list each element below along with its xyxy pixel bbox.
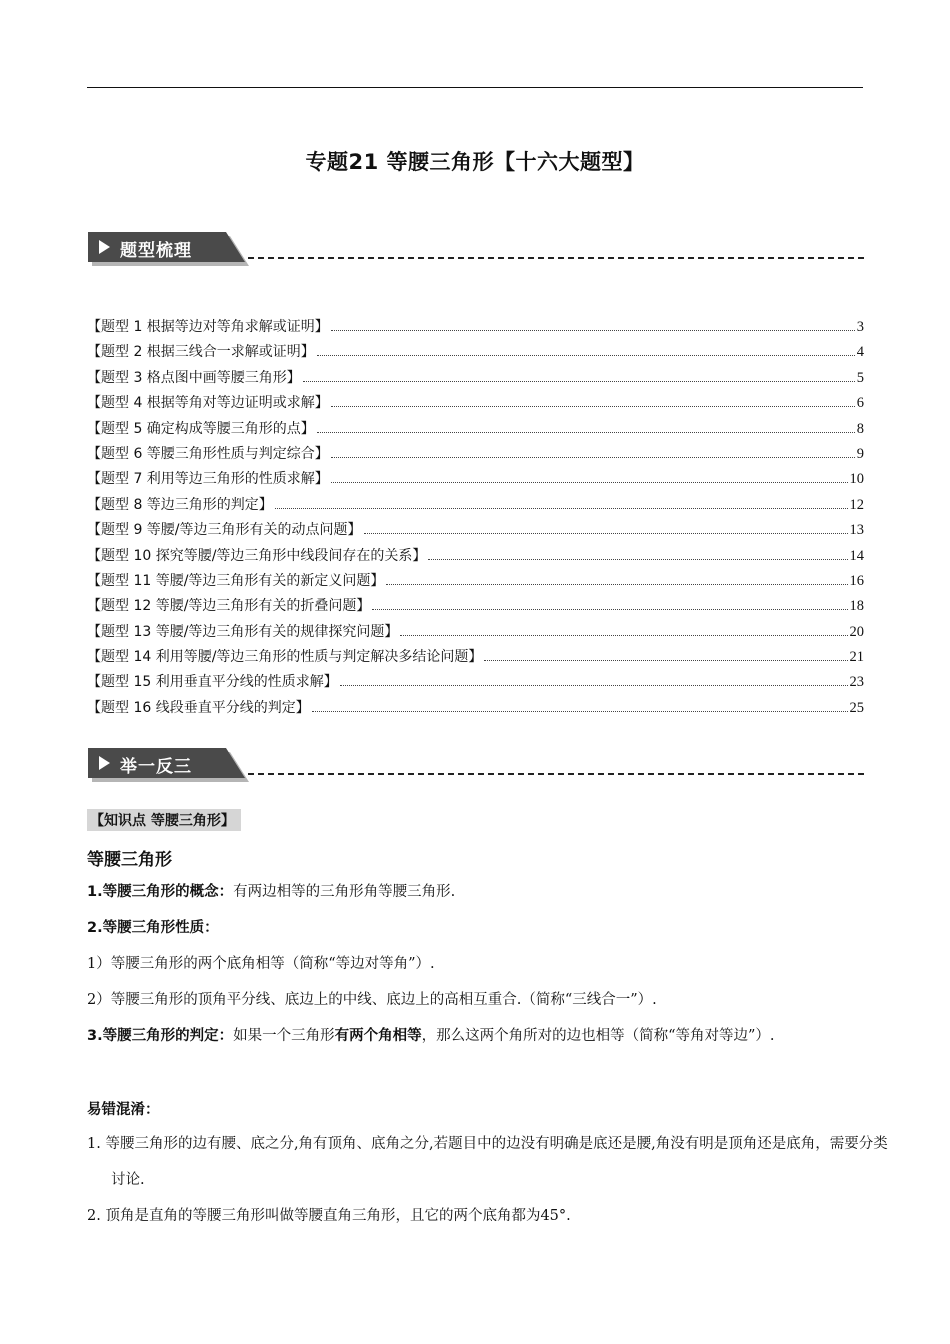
concept-label: 1.等腰三角形的概念： — [87, 884, 234, 900]
toc-leader-dots — [428, 559, 847, 560]
judge-paragraph — [87, 1018, 864, 1054]
toc-entry[interactable] — [87, 570, 864, 595]
toc-leader-dots — [275, 508, 848, 509]
toc-leader-dots — [317, 355, 855, 356]
banner-label: 题型梳理 — [120, 241, 192, 261]
property-item-1: 1）等腰三角形的两个底角相等（简称“等边对等角”）. — [87, 956, 435, 972]
toc-entry[interactable] — [87, 697, 864, 722]
toc-entry-label: 【题型 16 线段垂直平分线的判定】 — [87, 699, 310, 716]
toc-leader-dots — [340, 685, 848, 686]
concept-text: 有两边相等的三角形角等腰三角形. — [233, 884, 456, 900]
toc-entry[interactable] — [87, 392, 864, 417]
toc-page-number: 14 — [849, 547, 864, 564]
toc-entry-label: 【题型 8 等边三角形的判定】 — [87, 496, 273, 513]
toc-entry-label: 【题型 10 探究等腰/等边三角形中线段间存在的关系】 — [87, 547, 427, 564]
toc-page-number: 5 — [856, 369, 864, 386]
judge-text-a: 如果一个三角形 — [233, 1028, 335, 1044]
toc-page-number: 21 — [849, 649, 864, 666]
toc-entry[interactable] — [87, 545, 864, 570]
toc-leader-dots — [331, 482, 848, 483]
toc-entry-label: 【题型 13 等腰/等边三角形有关的规律探究问题】 — [87, 623, 399, 640]
toc-leader-dots — [312, 711, 848, 712]
property-item-2: 2）等腰三角形的顶角平分线、底边上的中线、底边上的高相互重合.（简称“三线合一”）. — [87, 992, 657, 1008]
table-of-contents — [87, 316, 864, 722]
toc-entry[interactable] — [87, 443, 864, 468]
toc-page-number: 9 — [856, 445, 864, 462]
banner-question-types — [88, 232, 864, 266]
toc-entry-label: 【题型 12 等腰/等边三角形有关的折叠问题】 — [87, 598, 371, 615]
toc-entry[interactable] — [87, 418, 864, 443]
toc-leader-dots — [331, 406, 855, 407]
property-label: 2.等腰三角形性质： — [87, 920, 219, 936]
toc-page-number: 10 — [849, 471, 864, 488]
toc-page-number: 12 — [849, 496, 864, 513]
toc-entry[interactable] — [87, 316, 864, 341]
toc-page-number: 13 — [849, 522, 864, 539]
toc-leader-dots — [303, 381, 855, 382]
toc-leader-dots — [400, 635, 847, 636]
toc-entry[interactable] — [87, 621, 864, 646]
toc-entry-label: 【题型 3 格点图中画等腰三角形】 — [87, 369, 301, 386]
toc-entry[interactable] — [87, 494, 864, 519]
page-title: 专题21 等腰三角形【十六大题型】 — [305, 150, 645, 174]
play-arrow-icon — [99, 240, 110, 254]
toc-entry-label: 【题型 14 利用等腰/等边三角形的性质与判定解决多结论问题】 — [87, 649, 483, 666]
banner-examples — [88, 748, 864, 782]
section-heading: 等腰三角形 — [87, 850, 172, 870]
toc-page-number: 6 — [856, 395, 864, 412]
toc-entry-label: 【题型 7 利用等边三角形的性质求解】 — [87, 471, 329, 488]
toc-page-number: 3 — [856, 319, 864, 335]
concept-paragraph — [87, 874, 864, 910]
toc-entry[interactable] — [87, 646, 864, 671]
judge-bold: 有两个角相等 — [334, 1028, 422, 1044]
banner-dashed-line — [248, 257, 864, 259]
toc-entry-label: 【题型 1 根据等边对等角求解或证明】 — [87, 319, 329, 335]
toc-leader-dots — [317, 432, 855, 433]
toc-leader-dots — [484, 660, 847, 661]
toc-page-number: 8 — [856, 420, 864, 437]
toc-leader-dots — [372, 609, 847, 610]
toc-entry-label: 【题型 9 等腰/等边三角形有关的动点问题】 — [87, 522, 362, 539]
toc-entry[interactable] — [87, 671, 864, 696]
toc-page-number: 23 — [849, 674, 864, 691]
knowledge-point-tag: 【知识点 等腰三角形】 — [87, 809, 241, 831]
property-paragraph — [87, 910, 864, 946]
toc-entry-label: 【题型 6 等腰三角形性质与判定综合】 — [87, 445, 329, 462]
confusion-label: 易错混淆： — [87, 1102, 160, 1118]
toc-leader-dots — [386, 584, 847, 585]
header-rule — [87, 87, 863, 88]
toc-entry-label: 【题型 5 确定构成等腰三角形的点】 — [87, 420, 315, 437]
toc-page-number: 4 — [856, 344, 864, 361]
toc-entry[interactable] — [87, 519, 864, 544]
toc-leader-dots — [331, 330, 855, 331]
play-arrow-icon — [99, 756, 110, 770]
toc-page-number: 25 — [849, 699, 864, 716]
toc-page-number: 20 — [849, 623, 864, 640]
toc-entry-label: 【题型 11 等腰/等边三角形有关的新定义问题】 — [87, 572, 385, 589]
toc-entry[interactable] — [87, 367, 864, 392]
toc-entry-label: 【题型 2 根据三线合一求解或证明】 — [87, 344, 315, 361]
confusion-item-1: 1. 等腰三角形的边有腰、底之分,角有顶角、底角之分,若题目中的边没有明确是底还是腰,角没有明是顶角还是底角，需要分类讨论. — [87, 1136, 888, 1188]
toc-entry[interactable] — [87, 468, 864, 493]
toc-page-number: 16 — [849, 572, 864, 589]
confusion-item-2: 2. 顶角是直角的等腰三角形叫做等腰直角三角形，且它的两个底角都为45°. — [87, 1208, 571, 1224]
toc-page-number: 18 — [849, 598, 864, 615]
toc-leader-dots — [331, 457, 855, 458]
banner-label: 举一反三 — [120, 757, 192, 777]
judge-text-b: ，那么这两个角所对的边也相等（简称“等角对等边”）. — [421, 1028, 775, 1044]
banner-dashed-line — [248, 773, 864, 775]
toc-leader-dots — [364, 533, 848, 534]
toc-entry[interactable] — [87, 595, 864, 620]
toc-entry-label: 【题型 4 根据等角对等边证明或求解】 — [87, 395, 329, 412]
toc-entry[interactable] — [87, 341, 864, 366]
toc-entry-label: 【题型 15 利用垂直平分线的性质求解】 — [87, 674, 338, 691]
judge-label: 3.等腰三角形的判定： — [87, 1028, 234, 1044]
confusion-paragraph — [87, 1092, 864, 1128]
